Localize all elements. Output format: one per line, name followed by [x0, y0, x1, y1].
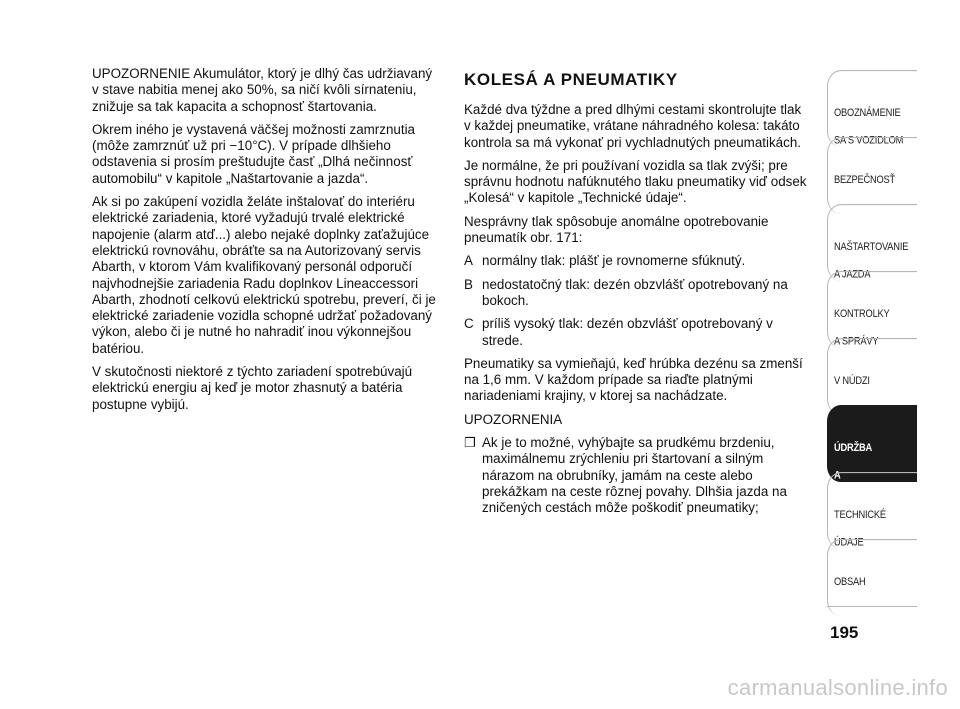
- tab-label-line2: A STAROSTLIVOSŤ: [834, 469, 909, 495]
- paragraph-wrong-pressure: Nesprávny tlak spôsobuje anomálne opotrebovanie pneumatík obr. 171:: [464, 213, 769, 246]
- paragraph-electrical-accessories: Ak si po zakúpení vozidla želáte inštalovať do interiéru elektrické zariadenia, ktoré vyžadujú trvalé elektrické napojenie (alarm atď...) alebo nejaké doplnky zaťažujúce elektrickú rovnováhu, obráťte sa na Autorizovaný servis Abarth, v ktorom Vám kvalifikovaný personál odporučí najvhodnejšie zariadenia Radu doplnkov Lineaccessori Abarth, zhodnotí celkovú elektrickú spotrebu, preverí, či je elektrické zariadenie vozidla schopné udržať požadovaný výkon, alebo či je nutné ho nahradiť inou výkonnejšou batériou.: [92, 194, 436, 356]
- left-column: [92, 66, 442, 420]
- tab-kontrolky[interactable]: [827, 271, 917, 348]
- paragraph-pressure-check: Každé dva týždne a pred dlhými cestami skontrolujte tlak v každej pneumatike, vrátane náhradného kolesa: takáto kontrola sa má vykonať pri vychladnutých pneumatikách.: [464, 102, 802, 150]
- tab-label-line1: BEZPEČNOSŤ: [834, 173, 896, 186]
- tab-label-line2: ÚDAJE: [834, 536, 864, 548]
- tab-label-line1: ÚDRŽBA: [834, 441, 873, 454]
- watermark: carmanualsonline.info: [727, 675, 948, 700]
- tab-label-line1: KONTROLKY: [834, 307, 890, 320]
- list-marker: B: [464, 276, 473, 292]
- tab-label-line2: SA S VOZIDLOM: [834, 134, 904, 146]
- section-heading: KOLESÁ A PNEUMATIKY: [464, 70, 678, 89]
- list-item: [464, 277, 810, 310]
- list-text: nedostatočný tlak: dezén obzvlášť opotrebovaný na bokoch.: [482, 276, 788, 308]
- list-text: normálny tlak: plášť je rovnomerne sfúknutý.: [482, 253, 746, 269]
- tab-label-line2: A SPRÁVY: [834, 335, 879, 347]
- paragraph-tread-depth: Pneumatiky sa vymieňajú, keď hrúbka dezénu sa zmenší na 1,6 mm. V každom prípade sa riaďte platnými nariadeniami krajiny, v ktorej sa nachádzate.: [464, 355, 803, 404]
- bullet-text: Ak je to možné, vyhýbajte sa prudkému brzdeniu, maximálnemu zrýchleniu pri štartovaní a silným nárazom na obrubníky, jamám na ceste alebo prekážkam na ceste rôznej povahy. Dlhšia jazda na zničených cestách môže poškodiť pneumatiky;: [482, 435, 787, 516]
- tab-nastartovanie[interactable]: [827, 204, 917, 281]
- right-column: [464, 66, 810, 524]
- warnings-title: UPOZORNENIA: [464, 411, 563, 427]
- tab-label-line1: NAŠTARTOVANIE: [834, 240, 909, 253]
- list-text: príliš vysoký tlak: dezén obzvlášť opotrebovaný v strede.: [482, 316, 773, 348]
- tab-label-line1: OBSAH: [834, 575, 866, 588]
- list-item: [464, 316, 810, 349]
- paragraph-battery-warning: UPOZORNENIE Akumulátor, ktorý je dlhý čas udržiavaný v stave nabitia menej ako 50%, sa ničí kvôli sírnateniu, znižuje sa tak kapacita a schopnosť štartovania.: [92, 66, 433, 114]
- paragraph-standby-consumption: V skutočnosti niektoré z týchto zariadení spotrebúvajú elektrickú energiu aj keď je motor zhasnutý a batéria postupne vybijú.: [92, 364, 413, 412]
- paragraph-pressure-increase: Je normálne, že pri používaní vozidla sa tlak zvýši; pre správnu hodnotu nafúknutého tlaku pneumatiky viď odsek „Kolesá“ v kapitole „Technické údaje“.: [464, 157, 807, 206]
- tab-label-line1: OBOZNÁMENIE: [834, 106, 901, 119]
- tab-bezpecnost[interactable]: [827, 137, 917, 214]
- tab-label-line1: TECHNICKÉ: [834, 508, 886, 521]
- tab-label-line1: V NÚDZI: [834, 374, 870, 387]
- list-marker: A: [464, 253, 473, 269]
- list-item: [464, 253, 810, 269]
- bullet-item: [464, 435, 810, 516]
- page-number: 195: [830, 623, 859, 642]
- tab-v-nudzi[interactable]: [827, 338, 917, 415]
- list-marker: C: [464, 316, 474, 332]
- tab-technicke-udaje[interactable]: [827, 472, 917, 549]
- tab-oboznamenie[interactable]: [827, 70, 917, 147]
- paragraph-freezing: Okrem iného je vystavená väčšej možnosti zamrznutia (môže zamrznúť už pri −10°C). V prípade dlhšieho odstavenia si prosím preštudujte časť „Dlhá nečinnosť automobilu“ v kapitole „Naštartovanie a jazda“.: [92, 121, 415, 186]
- tab-obsah[interactable]: [827, 539, 917, 616]
- checkbox-bullet-icon: ❒: [464, 435, 476, 451]
- tab-label-line2: A JAZDA: [834, 268, 871, 280]
- tab-udrzba-active[interactable]: [827, 405, 917, 495]
- chapter-index-sidebar: [827, 70, 917, 608]
